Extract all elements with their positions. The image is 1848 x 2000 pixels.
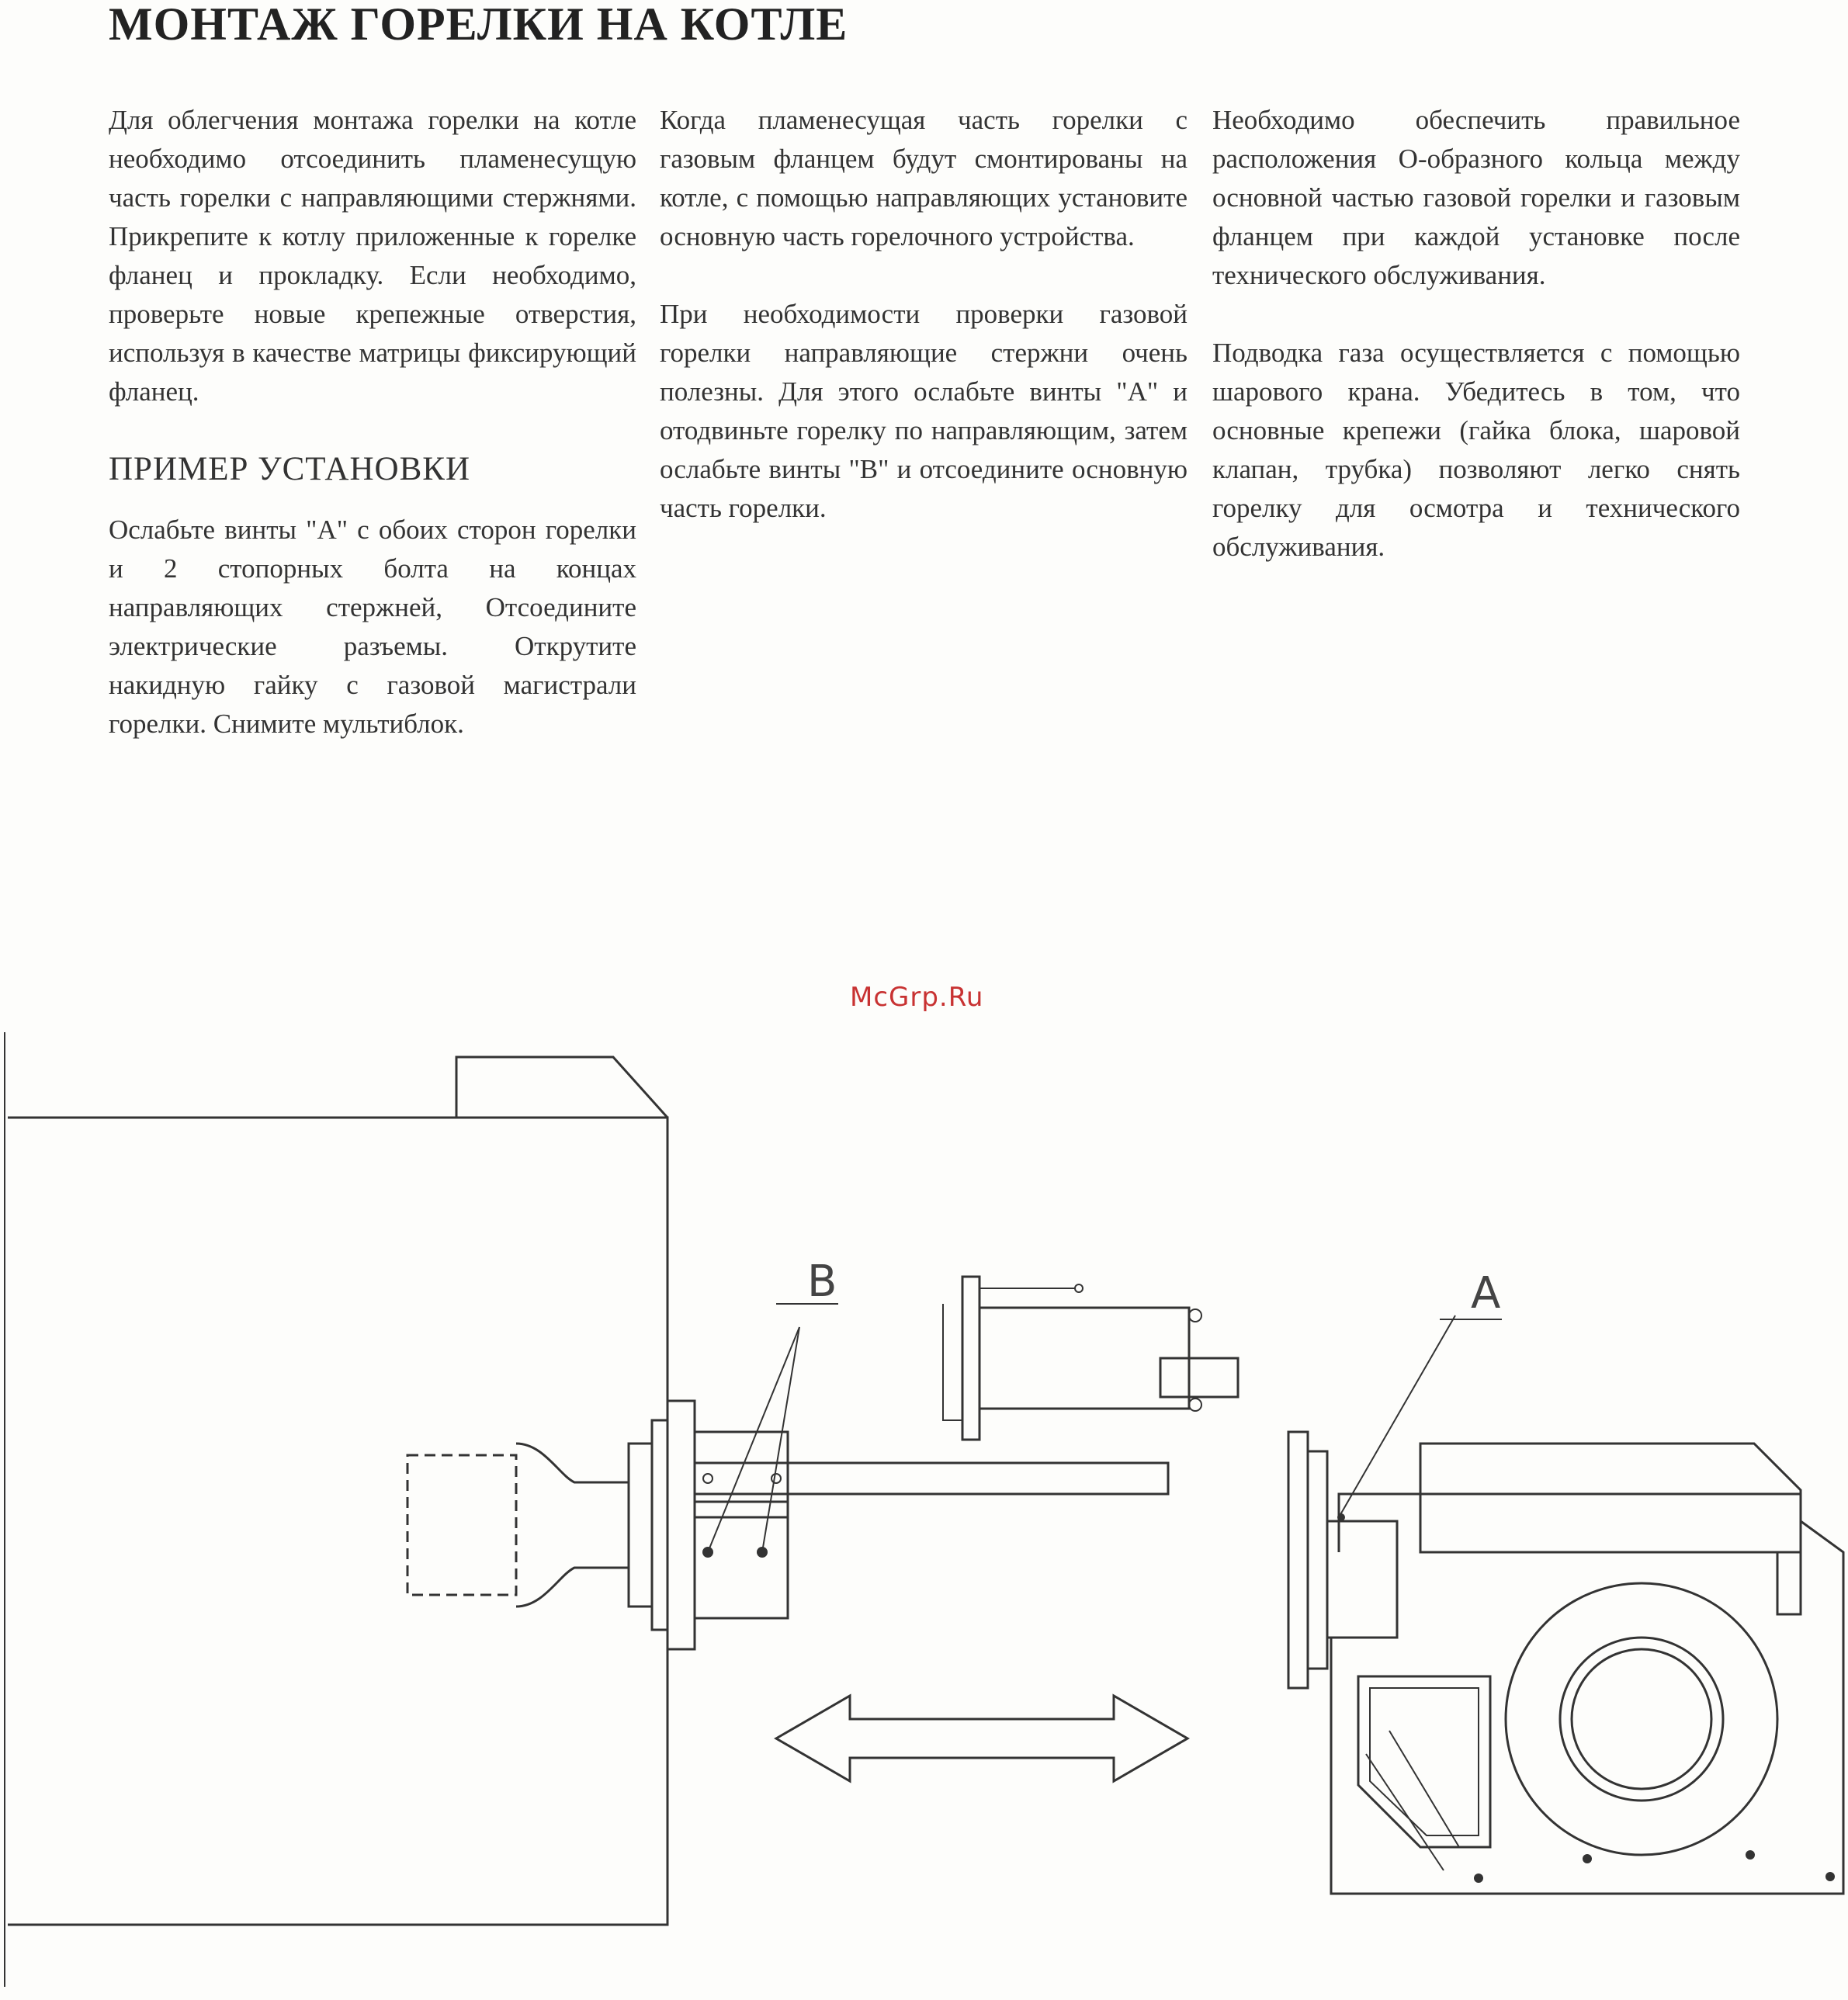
label-a: A xyxy=(1471,1268,1501,1319)
paragraph-o-ring: Необходимо обеспечить правильное расположения О-образного кольца между основной частью газовой горелки и газовым фланцем при каждой установке после технического обслуживания. xyxy=(1212,105,1740,290)
burner-mounting-diagram xyxy=(0,1009,1848,2000)
section-heading: ПРИМЕР УСТАНОВКИ xyxy=(109,451,471,487)
text-column-2 xyxy=(660,101,1188,567)
guide-rods xyxy=(695,1463,1168,1517)
screw-b-dots xyxy=(702,1547,768,1558)
label-b: B xyxy=(807,1256,837,1307)
gas-flange xyxy=(667,1401,788,1649)
double-arrow xyxy=(776,1696,1188,1781)
paragraph-disconnect: Для облегчения монтажа горелки на котле необходимо отсоединить пламенесущую часть горелки с направляющими стержнями. Прикрепите к котлу приложенные к горелке фланец и прокладку. Если необходимо, проверьте новые крепежные отверстия, используя в качестве матрицы фиксирующий фланец. xyxy=(109,105,636,407)
paragraph-install-example: Ослабьте винты "А" с обоих сторон горелки и 2 стопорных болта на концах направляющих стержней, Отсоедините электрические разъемы. Открутите накидную гайку с газовой магистрали горелки. Снимите мультиблок. xyxy=(109,515,636,739)
paragraph-mounting: Когда пламенесущая часть горелки с газовым фланцем будут смонтированы на котле, с помощью направляющих установите основную часть горелочного устройства. xyxy=(660,105,1188,251)
watermark: McGrp.Ru xyxy=(850,982,984,1013)
detached-gas-part xyxy=(943,1277,1238,1440)
paragraph-inspection: При необходимости проверки газовой горелки направляющие стержни очень полезны. Для этого ослабьте винты "А" и отодвиньте горелку по направляющим, затем ослабьте винты "В" и отсоедините основную часть горелки. xyxy=(660,299,1188,523)
main-burner-body xyxy=(1288,1432,1843,1894)
paragraph-gas-supply: Подводка газа осуществляется с помощью шарового крана. Убедитесь в том, что основные крепежи (гайка блока, шаровой клапан, трубка) позволяют легко снять горелку для осмотра и технического обслуживания. xyxy=(1212,338,1740,562)
boiler-body xyxy=(5,1032,667,1987)
text-column-1 xyxy=(109,101,636,782)
burner-head xyxy=(407,1420,667,1630)
text-column-3 xyxy=(1212,101,1740,605)
page-title: МОНТАЖ ГОРЕЛКИ НА КОТЛЕ xyxy=(109,0,848,50)
